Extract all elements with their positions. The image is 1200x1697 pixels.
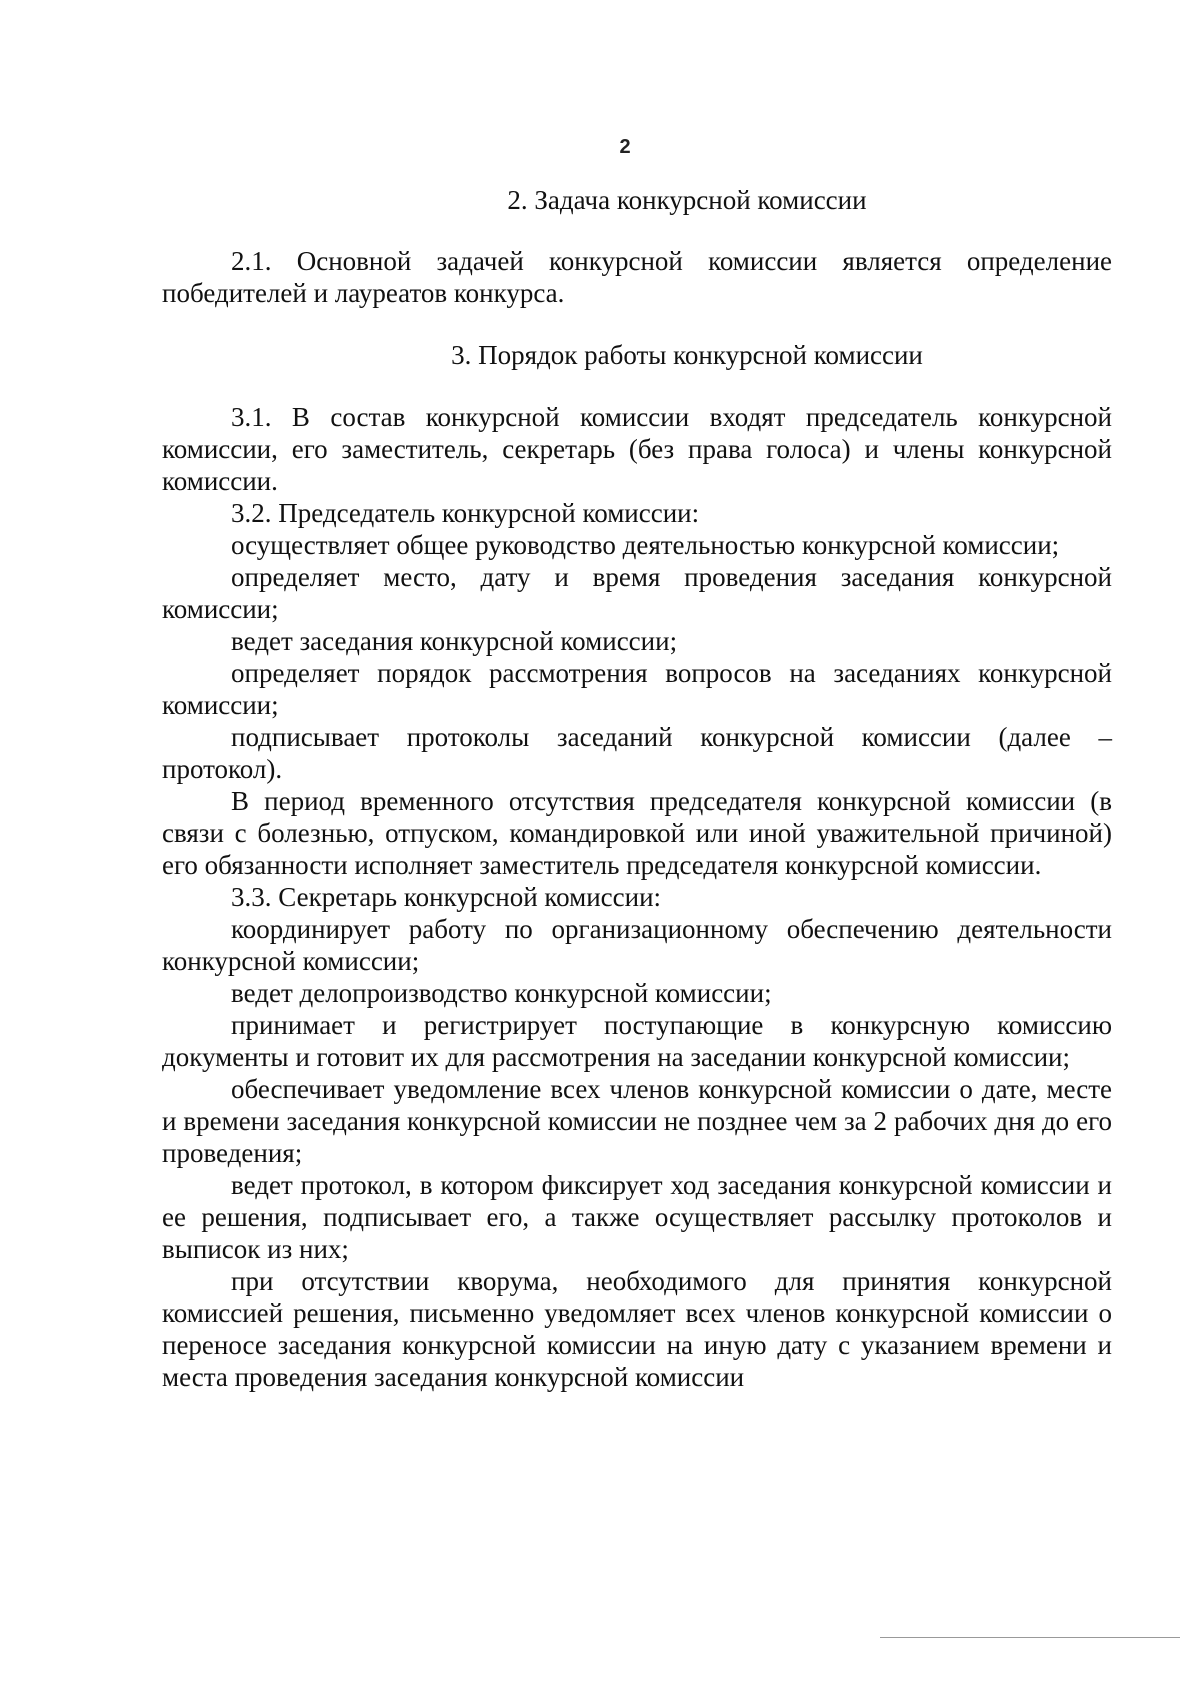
chairman-duty-order: определяет порядок рассмотрения вопросов на заседаниях конкурсной комиссии;	[162, 658, 1112, 720]
section-3-heading: 3. Порядок работы конкурсной комиссии	[451, 340, 923, 370]
paragraph-3-3: 3.3. Секретарь конкурсной комиссии:	[231, 882, 662, 912]
secretary-duty-records: ведет делопроизводство конкурсной комиссии;	[231, 978, 772, 1008]
document-body	[162, 184, 1112, 1393]
scan-edge-line	[880, 1637, 1180, 1638]
chairman-duty-schedule: определяет место, дату и время проведения заседания конкурсной комиссии;	[162, 562, 1112, 624]
chairman-duty-general: осуществляет общее руководство деятельностью конкурсной комиссии;	[231, 530, 1060, 560]
paragraph-3-2: 3.2. Председатель конкурсной комиссии:	[231, 498, 700, 528]
chairman-absence: В период временного отсутствия председателя конкурсной комиссии (в связи с болезнью, отпуском, командировкой или иной уважительной причиной) его обязанности исполняет заместитель председателя конкурсной комиссии.	[162, 786, 1112, 880]
secretary-duty-coordinate: координирует работу по организационному обеспечению деятельности конкурсной комиссии;	[162, 914, 1112, 976]
secretary-duty-documents: принимает и регистрирует поступающие в конкурсную комиссию документы и готовит их для рассмотрения на заседании конкурсной комиссии;	[162, 1010, 1112, 1072]
page-number: 2	[619, 136, 631, 158]
chairman-duty-conduct: ведет заседания конкурсной комиссии;	[231, 626, 678, 656]
secretary-duty-quorum: при отсутствии кворума, необходимого для принятия конкурсной комиссией решения, письменно уведомляет всех членов конкурсной комиссии о переносе заседания конкурсной комиссии на иную дату с указанием времени и места проведения заседания конкурсной комиссии	[162, 1266, 1112, 1392]
section-2-heading: 2. Задача конкурсной комиссии	[507, 185, 867, 215]
paragraph-3-1: 3.1. В состав конкурсной комиссии входят председатель конкурсной комиссии, его заместитель, секретарь (без права голоса) и члены конкурсной комиссии.	[162, 402, 1112, 496]
paragraph-2-1: 2.1. Основной задачей конкурсной комиссии является определение победителей и лауреатов конкурса.	[162, 246, 1112, 308]
secretary-duty-protocol: ведет протокол, в котором фиксирует ход заседания конкурсной комиссии и ее решения, подписывает его, а также осуществляет рассылку протоколов и выписок из них;	[162, 1170, 1112, 1264]
secretary-duty-notify: обеспечивает уведомление всех членов конкурсной комиссии о дате, месте и времени заседания конкурсной комиссии не позднее чем за 2 рабочих дня до его проведения;	[162, 1074, 1112, 1168]
chairman-duty-sign: подписывает протоколы заседаний конкурсной комиссии (далее – протокол).	[162, 722, 1112, 784]
